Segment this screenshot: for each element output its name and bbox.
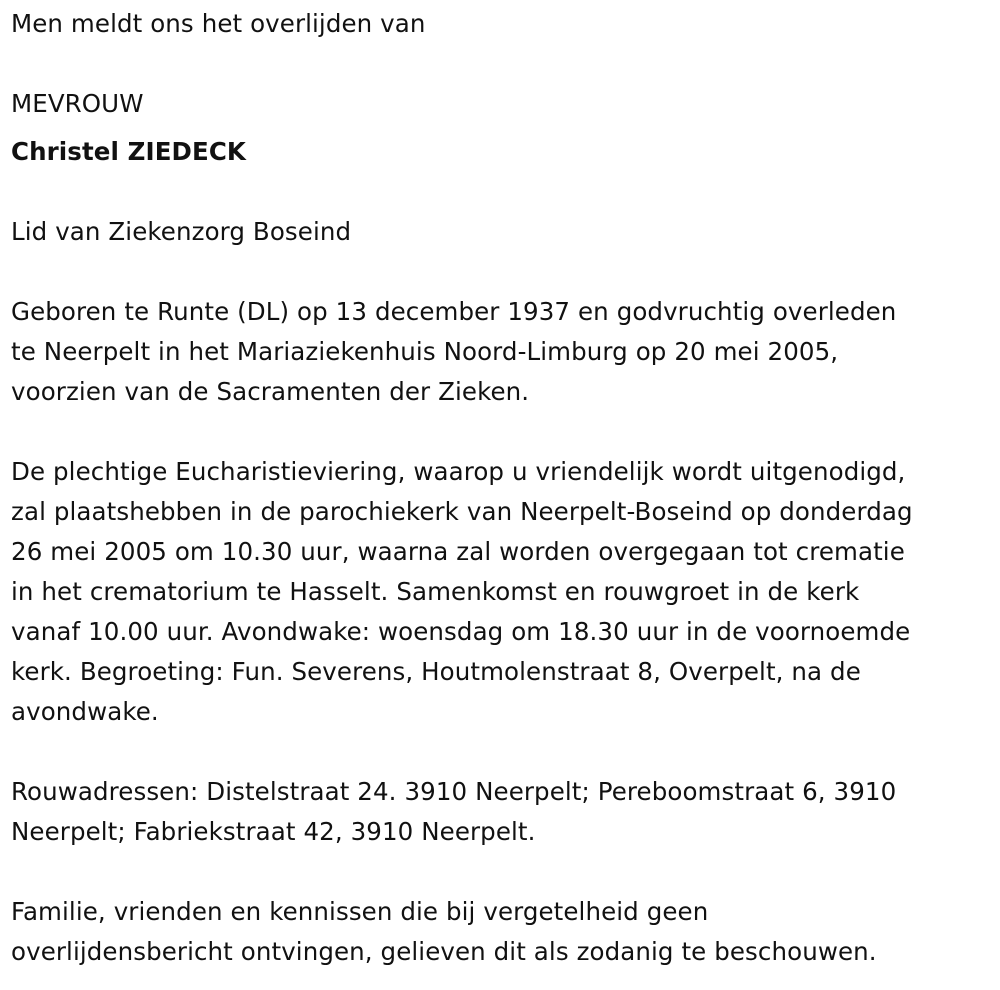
paragraph-line: De plechtige Eucharistieviering, waarop u vriendelijk wordt uitgenodigd,	[11, 457, 906, 486]
membership-text: Lid van Ziekenzorg Boseind	[11, 217, 352, 246]
paragraph-line: vanaf 10.00 uur. Avondwake: woensdag om 18.30 uur in de voornoemde	[11, 617, 911, 646]
paragraph-line: Familie, vrienden en kennissen die bij vergetelheid geen	[11, 897, 709, 926]
notice-paragraph	[11, 892, 990, 972]
ceremony-paragraph	[11, 452, 990, 732]
intro-text: Men meldt ons het overlijden van	[11, 9, 426, 38]
spacer	[11, 852, 990, 892]
spacer	[11, 44, 990, 84]
honorific-title: MEVROUW	[11, 89, 144, 118]
paragraph-line: voorzien van de Sacramenten der Zieken.	[11, 377, 530, 406]
paragraph-line: zal plaatshebben in de parochiekerk van Neerpelt-Boseind op donderdag	[11, 497, 913, 526]
spacer	[11, 172, 990, 212]
paragraph-line: 26 mei 2005 om 10.30 uur, waarna zal worden overgegaan tot crematie	[11, 537, 905, 566]
spacer	[11, 732, 990, 772]
paragraph-line: te Neerpelt in het Mariaziekenhuis Noord-Limburg op 20 mei 2005,	[11, 337, 839, 366]
spacer	[11, 412, 990, 452]
paragraph-line: Geboren te Runte (DL) op 13 december 1937 en godvruchtig overleden	[11, 297, 897, 326]
deceased-name: Christel ZIEDECK	[11, 137, 246, 166]
spacer	[11, 124, 990, 132]
paragraph-line: Neerpelt; Fabriekstraat 42, 3910 Neerpelt.	[11, 817, 536, 846]
paragraph-line: avondwake.	[11, 697, 159, 726]
paragraph-line: kerk. Begroeting: Fun. Severens, Houtmolenstraat 8, Overpelt, na de	[11, 657, 861, 686]
paragraph-line: overlijdensbericht ontvingen, gelieven dit als zodanig te beschouwen.	[11, 937, 877, 966]
spacer	[11, 252, 990, 292]
addresses-paragraph	[11, 772, 990, 852]
paragraph-line: in het crematorium te Hasselt. Samenkomst en rouwgroet in de kerk	[11, 577, 860, 606]
paragraph-line: Rouwadressen: Distelstraat 24. 3910 Neerpelt; Pereboomstraat 6, 3910	[11, 777, 897, 806]
birth-death-paragraph	[11, 292, 990, 412]
